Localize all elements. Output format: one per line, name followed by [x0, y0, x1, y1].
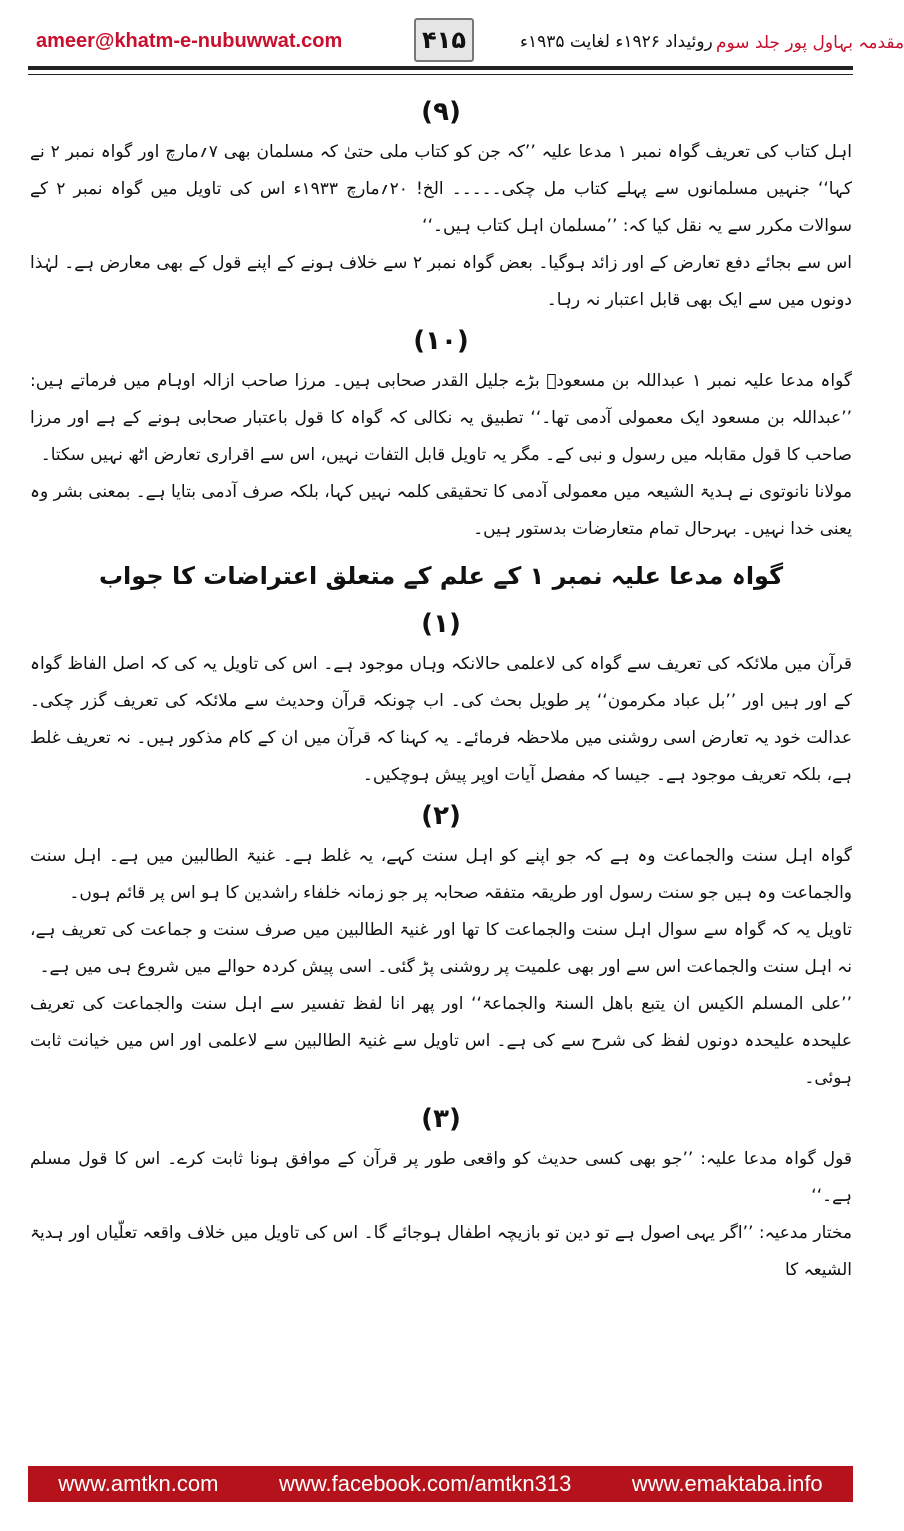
paragraph: اہل کتاب کی تعریف گواہ نمبر ۱ مدعا علیہ ’’کہ جن کو کتاب ملی حتیٰ کہ مسلمان بھی ۷؍مارچ اور گواہ نمبر ۲ نے کہا‘‘ جنہیں مسلمانوں سے پہلے کتاب مل چکی۔۔۔۔۔ الخ! ۲۰؍مارچ ۱۹۳۳ء اس کی تاویل میں گواہ نمبر ۲ کے سوالات مکرر سے یہ نقل کیا کہ: ’’مسلمان اہل کتاب ہیں۔‘‘ [30, 142, 852, 236]
section-number: (۳) [421, 1104, 461, 1134]
footer-link-facebook[interactable]: www.facebook.com/amtkn313 [279, 1471, 572, 1496]
objection-1 [30, 602, 852, 794]
objection-3 [30, 1097, 852, 1289]
section-number: (۲) [421, 801, 461, 831]
paragraph: مولانا نانوتوی نے ہدیۃ الشیعہ میں معمولی آدمی کا تحقیقی کلمہ نہیں کہا، بلکہ صرف آدمی بتایا ہے۔ بمعنی بشر وہ یعنی خدا نہیں۔ بہرحال تمام متعارضات بدستور ہیں۔ [30, 482, 852, 539]
section-number: (۹) [421, 97, 461, 127]
paragraph: اس سے بجائے دفع تعارض کے اور زائد ہوگیا۔ بعض گواہ نمبر ۲ سے خلاف ہونے کے اپنے قول کے بھی معارض ہے۔ لہٰذا دونوں میں سے ایک بھی قابل اعتبار نہ رہا۔ [30, 253, 852, 310]
page-number: ۴۱۵ [422, 26, 466, 54]
section-number: (۱) [421, 609, 461, 639]
page-body [30, 90, 852, 1458]
paragraph: قرآن میں ملائکہ کی تعریف سے گواہ کی لاعلمی حالانکہ وہاں موجود ہے۔ اس کی تاویل یہ کی کہ اصل الفاظ گواہ کے اور ہیں اور ’’بل عباد مکرمون‘‘ پر طویل بحث کی۔ اب چونکہ قرآن وحدیث سے ملائکہ کی تعریف گزر چکی۔ عدالت خود یہ تعارض اسی روشنی میں ملاحظہ فرمائے۔ یہ کہنا کہ قرآن میں ان کے کام مذکور ہیں۔ نہ تعریف غلط ہے، بلکہ تعریف موجود ہے۔ جیسا کہ مفصل آیات اوپر پیش ہوچکیں۔ [30, 654, 852, 785]
section-heading: گواہ مدعا علیہ نمبر ۱ کے علم کے متعلق اعتراضات کا جواب [98, 562, 784, 590]
paragraph: تاویل یہ کہ گواہ سے سوال اہل سنت والجماعت کا تھا اور غنیۃ الطالبین میں صرف سنت و جماعت کی تعریف ہے، نہ اہل سنت والجماعت اس سے اور بھی علمیت پر روشنی پڑ گئی۔ اسی پیش کردہ حوالے میں شروع ہی میں ہے۔ [30, 920, 852, 977]
contact-email[interactable]: ameer@khatm-e-nubuwwat.com [36, 30, 343, 52]
section-9 [30, 90, 852, 319]
footer-bar [28, 1466, 853, 1502]
paragraph: گواہ اہل سنت والجماعت وہ ہے کہ جو اپنے کو اہل سنت کہے، یہ غلط ہے۔ غنیۃ الطالبین میں ہے۔ اہل سنت والجماعت وہ ہیں جو سنت رسول اور طریقہ متفقہ صحابہ پر جو زمانہ خلفاء راشدین کا ہو اس پر قائم ہوں۔ [30, 846, 852, 903]
paragraph: مختار مدعیہ: ’’اگر یہی اصول ہے تو دین تو بازیچہ اطفال ہوجائے گا۔ اس کی تاویل میں خلاف واقعہ تعلّیاں اور ہدیۃ الشیعہ کا [30, 1223, 852, 1280]
page-number-box [414, 18, 474, 62]
paragraph: ’’علی المسلم الکیس ان یتبع باھل السنۃ والجماعۃ‘‘ اور پھر انا لفظ تفسیر سے اہل سنت والجماعت کی تعریف علیحدہ علیحدہ دونوں لفظ کی شرح سے کی ہے۔ اس تاویل سے غنیۃ الطالبین سے لاعلمی اور اس میں خیانت ثابت ہوئی۔ [30, 994, 852, 1088]
section-10 [30, 319, 852, 548]
header-divider-thick [28, 66, 853, 70]
paragraph: گواہ مدعا علیہ نمبر ۱ عبداللہ بن مسعودؓ بڑے جلیل القدر صحابی ہیں۔ مرزا صاحب ازالہ اوہام میں فرماتے ہیں: ’’عبداللہ بن مسعود ایک معمولی آدمی تھا۔‘‘ تطبیق یہ نکالی کہ گواہ کا قول باعتبار صحابی ہونے کے ہے اور مرزا صاحب کا قول مقابلہ میں رسول و نبی کے۔ مگر یہ تاویل قابل التفات نہیں، اس سے اقراری تعارض اٹھ نہیں سکتا۔ [30, 371, 852, 465]
footer-link-emaktaba[interactable]: www.emaktaba.info [631, 1471, 823, 1496]
objection-2 [30, 794, 852, 1097]
book-title: مقدمہ بہاول پور جلد سوم [716, 33, 904, 53]
report-range: روئیداد ۱۹۲۶ء لغایت ۱۹۳۵ء [520, 32, 713, 52]
paragraph: قول گواہ مدعا علیہ: ’’جو بھی کسی حدیث کو واقعی طور پر قرآن کے موافق ہونا ثابت کرے۔ اس کا قول مسلم ہے۔‘‘ [30, 1149, 852, 1206]
footer-link-amtkn[interactable]: www.amtkn.com [58, 1471, 219, 1496]
header-divider-thin [28, 74, 853, 75]
page-header [0, 0, 904, 80]
section-number: (۱۰) [413, 326, 469, 356]
